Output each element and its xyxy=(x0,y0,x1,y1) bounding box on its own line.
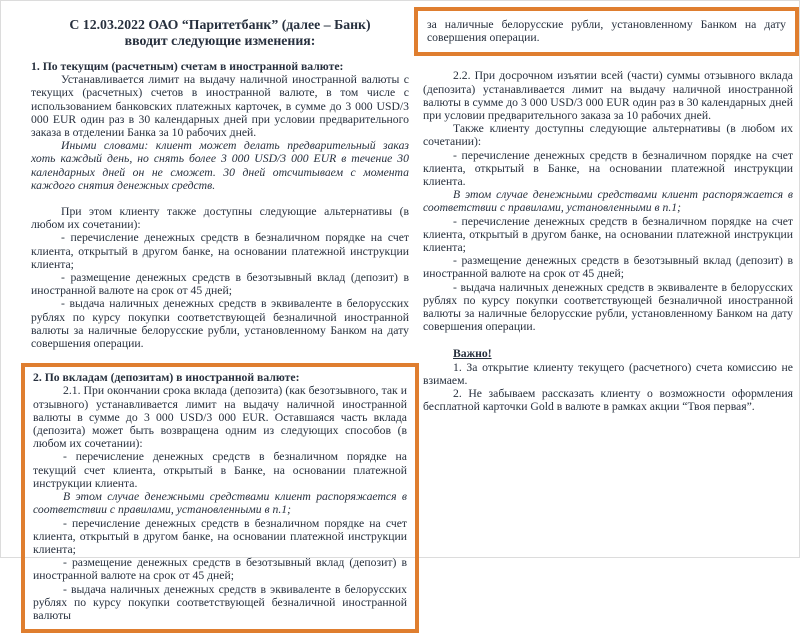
section-1-note-italic: Иными словами: клиент может делать предварительный заказ хоть каждый день, но снять более 3 000 USD/3 000 EUR в течение 30 календарных дней он не сможет. 30 дней отсчитываем с момента каждого снятия денежных средств. xyxy=(31,139,409,192)
important-heading: Важно! xyxy=(453,347,492,361)
section-22-case-italic: В этом случае денежными средствами клиент распоряжается в соответствии с правилами, установленными в п.1; xyxy=(423,188,793,215)
section-1-bullet-cash-byn: - выдача наличных денежных средств в эквиваленте в белорусских рублях по курсу покупки соответствующей безналичной иностранной валюты за наличные белорусские рубли, установленному Банком на дату совершения операции. xyxy=(31,297,409,351)
right-column xyxy=(423,7,793,413)
section-2-bullet-transfer-other-bank: - перечисление денежных средств в безналичном порядке на счет клиента, открытый в другом банке, на основании платежной инструкции клиента; xyxy=(33,516,407,556)
section-1-heading: 1. По текущим (расчетным) счетам в иностранной валюте: xyxy=(31,60,344,73)
section-1-alternatives-intro: При этом клиенту также доступны следующие альтернативы (в любом их сочетании): xyxy=(31,205,409,232)
section-22-bullet-transfer-bank: - перечисление денежных средств в безналичном порядке на счет клиента, открытый в Банке, на основании платежной инструкции клиента. xyxy=(423,148,793,189)
section-22-paragraph: 2.2. При досрочном изъятии всей (части) суммы отзывного вклада (депозита) устанавливается лимит на выдачу наличной иностранной валюты в сумме до 3 000 USD/3 000 EUR один раз в 30 календарных дней при условии предварительного заказа за 10 рабочих дней. xyxy=(423,69,793,123)
section-2-bullet-transfer-bank: - перечисление денежных средств в безналичном порядке на текущий счет клиента, открытый в Банке, на основании платежной инструкции клиента. xyxy=(33,450,407,490)
section-2-bullet-irrevocable-deposit: - размещение денежных средств в безотзывный вклад (депозит) в иностранной валюте на срок от 45 дней; xyxy=(33,556,407,583)
highlight-box-section-2 xyxy=(21,363,419,633)
left-column xyxy=(31,9,409,633)
section-2-bullet-cash-byn-cut: - выдача наличных денежных средств в эквиваленте в белорусских рублях по курсу покупки соответствующей безналичной иностранной валюты xyxy=(33,582,407,622)
document-title: С 12.03.2022 ОАО “Паритетбанк” (далее – Банк) вводит следующие изменения: xyxy=(69,17,371,48)
section-2-paragraph-21: 2.1. При окончании срока вклада (депозита) (как безотзывного, так и отзывного) устанавливается лимит на выдачу наличной иностранной валюты в сумме до 3 000 USD/3 000 EUR. Оставшаяся часть вклада (депозита) может быть возвращена одним из следующих способов (в любом их сочетании): xyxy=(33,384,407,451)
section-1-paragraph-limit: Устанавливается лимит на выдачу наличной иностранной валюты с текущих (расчетных) счетов в иностранной валюте, в том числе с использованием банковских платежных карточек, в сумме до 3 000 USD/3 000 EUR один раз в 30 календарных дней при условии предварительного заказа в отделении Банка за 10 рабочих дней. xyxy=(31,73,409,140)
section-22-bullet-irrevocable-deposit: - размещение денежных средств в безотзывный вклад (депозит) в иностранной валюте на срок от 45 дней; xyxy=(423,254,793,281)
continuation-text: за наличные белорусские рубли, установленному Банком на дату совершения операции. xyxy=(427,18,786,45)
highlight-box-continuation xyxy=(414,7,799,56)
section-22-bullet-transfer-other-bank: - перечисление денежных средств в безналичном порядке на счет клиента, открытый в другом банке, на основании платежной инструкции клиента; xyxy=(423,214,793,255)
section-1-bullet-irrevocable-deposit: - размещение денежных средств в безотзывный вклад (депозит) в иностранной валюте на срок от 45 дней; xyxy=(31,271,409,298)
section-2-case-italic: В этом случае денежными средствами клиент распоряжается в соответствии с правилами, установленными в п.1; xyxy=(33,490,407,517)
section-22-alternatives-intro: Также клиенту доступны следующие альтернативы (в любом их сочетании): xyxy=(423,122,793,149)
important-item-commission: 1. За открытие клиенту текущего (расчетного) счета комиссию не взимаем. xyxy=(423,360,793,387)
important-item-gold-card: 2. Не забываем рассказать клиенту о возможности оформления бесплатной карточки Gold в валюте в рамках акции “Твоя первая”. xyxy=(423,387,793,414)
section-1-bullet-transfer-other-bank: - перечисление денежных средств в безналичном порядке на счет клиента, открытый в другом банке, на основании платежной инструкции клиента; xyxy=(31,231,409,271)
section-2-heading: 2. По вкладам (депозитам) в иностранной валюте: xyxy=(33,371,300,385)
section-22-bullet-cash-byn: - выдача наличных денежных средств в эквиваленте в белорусских рублях по курсу покупки соответствующей безналичной иностранной валюты за наличные белорусские рубли, установленному Банком на дату совершения операции. xyxy=(423,280,793,334)
